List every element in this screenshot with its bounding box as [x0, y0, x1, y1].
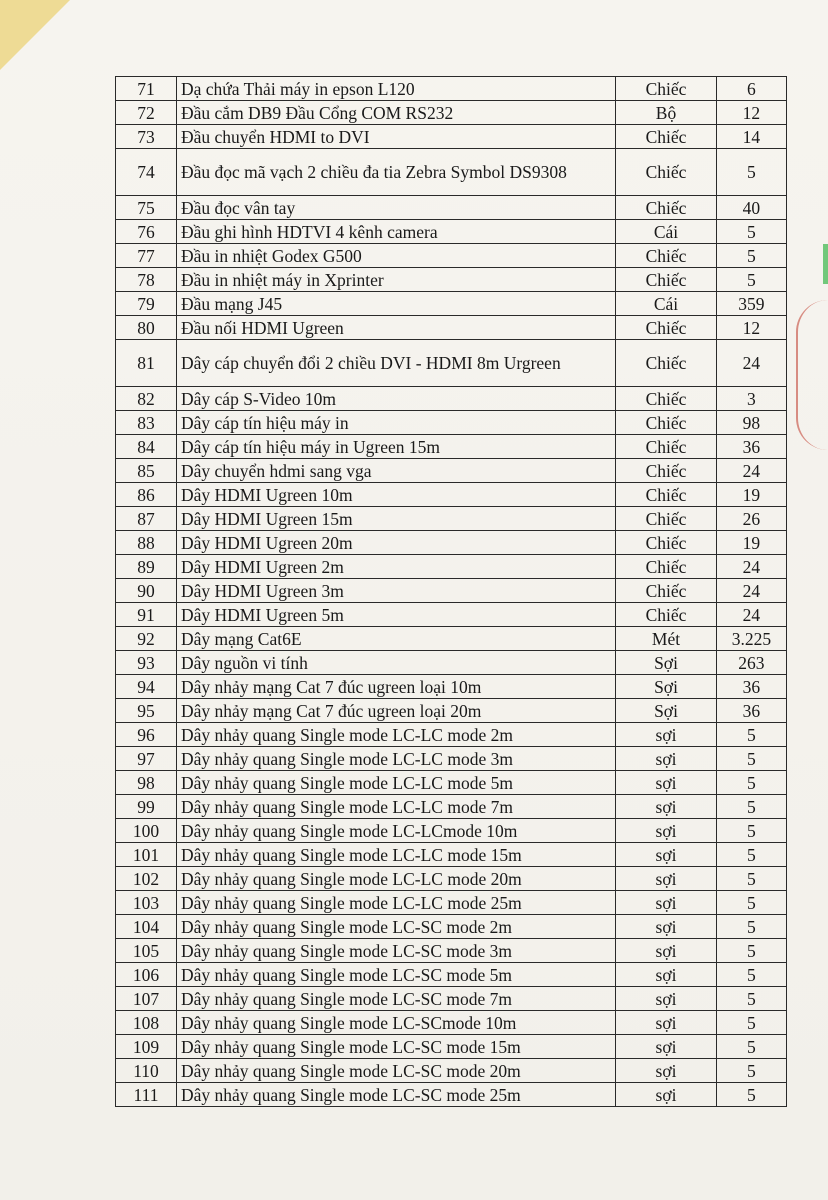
unit-cell: Chiếc	[616, 387, 717, 411]
row-number-cell: 80	[116, 316, 177, 340]
quantity-cell: 359	[716, 292, 786, 316]
unit-cell: Chiếc	[616, 411, 717, 435]
table-row	[116, 819, 787, 843]
row-number-cell: 72	[116, 101, 177, 125]
unit-cell: Bộ	[616, 101, 717, 125]
unit-cell: sợi	[616, 891, 717, 915]
table-row	[116, 340, 787, 387]
row-number-cell: 71	[116, 77, 177, 101]
quantity-cell: 3	[716, 387, 786, 411]
item-name-cell: Dây nhảy quang Single mode LC-LC mode 3m	[177, 747, 616, 771]
item-name-cell: Đầu mạng J45	[177, 292, 616, 316]
quantity-cell: 5	[716, 149, 786, 196]
item-name-cell: Dây nhảy quang Single mode LC-SC mode 20m	[177, 1059, 616, 1083]
quantity-cell: 5	[716, 1011, 786, 1035]
quantity-cell: 5	[716, 795, 786, 819]
quantity-cell: 6	[716, 77, 786, 101]
unit-cell: sợi	[616, 1011, 717, 1035]
table-row	[116, 963, 787, 987]
item-name-cell: Dây nhảy quang Single mode LC-SC mode 25m	[177, 1083, 616, 1107]
row-number-cell: 77	[116, 244, 177, 268]
unit-cell: Chiếc	[616, 196, 717, 220]
item-name-cell: Dây nhảy quang Single mode LC-LC mode 2m	[177, 723, 616, 747]
table-row	[116, 771, 787, 795]
row-number-cell: 94	[116, 675, 177, 699]
quantity-cell: 36	[716, 675, 786, 699]
unit-cell: Chiếc	[616, 316, 717, 340]
table-row	[116, 843, 787, 867]
table-row	[116, 196, 787, 220]
quantity-cell: 19	[716, 531, 786, 555]
table-row	[116, 101, 787, 125]
item-name-cell: Dây nhảy quang Single mode LC-LCmode 10m	[177, 819, 616, 843]
quantity-cell: 5	[716, 1035, 786, 1059]
table-row	[116, 555, 787, 579]
item-name-cell: Dây cáp chuyển đổi 2 chiều DVI - HDMI 8m Urgreen	[177, 340, 616, 387]
item-name-cell: Dây nhảy quang Single mode LC-SCmode 10m	[177, 1011, 616, 1035]
table-row	[116, 387, 787, 411]
unit-cell: sợi	[616, 1083, 717, 1107]
row-number-cell: 100	[116, 819, 177, 843]
row-number-cell: 76	[116, 220, 177, 244]
quantity-cell: 5	[716, 915, 786, 939]
item-name-cell: Dây nhảy quang Single mode LC-LC mode 15m	[177, 843, 616, 867]
table-row	[116, 627, 787, 651]
row-number-cell: 84	[116, 435, 177, 459]
item-name-cell: Dây HDMI Ugreen 2m	[177, 555, 616, 579]
unit-cell: Chiếc	[616, 459, 717, 483]
quantity-cell: 24	[716, 579, 786, 603]
unit-cell: Chiếc	[616, 77, 717, 101]
quantity-cell: 5	[716, 723, 786, 747]
unit-cell: sợi	[616, 915, 717, 939]
row-number-cell: 109	[116, 1035, 177, 1059]
quantity-cell: 5	[716, 819, 786, 843]
row-number-cell: 75	[116, 196, 177, 220]
item-name-cell: Dây nhảy quang Single mode LC-LC mode 20m	[177, 867, 616, 891]
table-row	[116, 507, 787, 531]
row-number-cell: 104	[116, 915, 177, 939]
table-row	[116, 891, 787, 915]
item-name-cell: Đầu đọc vân tay	[177, 196, 616, 220]
item-name-cell: Đầu đọc mã vạch 2 chiều đa tia Zebra Symbol DS9308	[177, 149, 616, 196]
unit-cell: sợi	[616, 1035, 717, 1059]
table-row	[116, 723, 787, 747]
quantity-cell: 12	[716, 316, 786, 340]
table-row	[116, 268, 787, 292]
table-row	[116, 1083, 787, 1107]
item-name-cell: Dây HDMI Ugreen 10m	[177, 483, 616, 507]
item-name-cell: Dây nhảy quang Single mode LC-SC mode 5m	[177, 963, 616, 987]
unit-cell: sợi	[616, 1059, 717, 1083]
item-name-cell: Dây nhảy mạng Cat 7 đúc ugreen loại 10m	[177, 675, 616, 699]
unit-cell: Chiếc	[616, 149, 717, 196]
row-number-cell: 107	[116, 987, 177, 1011]
quantity-cell: 5	[716, 771, 786, 795]
item-name-cell: Đầu chuyển HDMI to DVI	[177, 125, 616, 149]
quantity-cell: 5	[716, 1083, 786, 1107]
item-name-cell: Dây nhảy quang Single mode LC-LC mode 7m	[177, 795, 616, 819]
row-number-cell: 85	[116, 459, 177, 483]
item-name-cell: Dây HDMI Ugreen 5m	[177, 603, 616, 627]
table-row	[116, 939, 787, 963]
row-number-cell: 79	[116, 292, 177, 316]
table-row	[116, 244, 787, 268]
row-number-cell: 103	[116, 891, 177, 915]
row-number-cell: 108	[116, 1011, 177, 1035]
quantity-cell: 263	[716, 651, 786, 675]
unit-cell: Cái	[616, 292, 717, 316]
row-number-cell: 99	[116, 795, 177, 819]
table-row	[116, 915, 787, 939]
row-number-cell: 87	[116, 507, 177, 531]
unit-cell: Cái	[616, 220, 717, 244]
item-name-cell: Dạ chứa Thải máy in epson L120	[177, 77, 616, 101]
row-number-cell: 81	[116, 340, 177, 387]
unit-cell: sợi	[616, 843, 717, 867]
row-number-cell: 78	[116, 268, 177, 292]
table-row	[116, 675, 787, 699]
unit-cell: sợi	[616, 867, 717, 891]
row-number-cell: 73	[116, 125, 177, 149]
quantity-cell: 5	[716, 843, 786, 867]
quantity-cell: 5	[716, 220, 786, 244]
unit-cell: sợi	[616, 963, 717, 987]
row-number-cell: 88	[116, 531, 177, 555]
table-row	[116, 531, 787, 555]
unit-cell: sợi	[616, 771, 717, 795]
table-row	[116, 1059, 787, 1083]
table-row	[116, 579, 787, 603]
table-row	[116, 483, 787, 507]
unit-cell: Chiếc	[616, 268, 717, 292]
table-row	[116, 125, 787, 149]
quantity-cell: 5	[716, 939, 786, 963]
row-number-cell: 95	[116, 699, 177, 723]
unit-cell: Sợi	[616, 675, 717, 699]
item-name-cell: Dây cáp tín hiệu máy in	[177, 411, 616, 435]
unit-cell: Chiếc	[616, 340, 717, 387]
item-name-cell: Dây nguồn vi tính	[177, 651, 616, 675]
unit-cell: Chiếc	[616, 579, 717, 603]
unit-cell: Sợi	[616, 651, 717, 675]
row-number-cell: 90	[116, 579, 177, 603]
inventory-table	[115, 76, 787, 1107]
row-number-cell: 97	[116, 747, 177, 771]
table-row	[116, 1035, 787, 1059]
quantity-cell: 24	[716, 340, 786, 387]
table-row	[116, 747, 787, 771]
unit-cell: sợi	[616, 795, 717, 819]
table-row	[116, 411, 787, 435]
table-row	[116, 220, 787, 244]
unit-cell: Mét	[616, 627, 717, 651]
row-number-cell: 89	[116, 555, 177, 579]
row-number-cell: 111	[116, 1083, 177, 1107]
item-name-cell: Dây mạng Cat6E	[177, 627, 616, 651]
table-row	[116, 699, 787, 723]
quantity-cell: 36	[716, 435, 786, 459]
row-number-cell: 92	[116, 627, 177, 651]
quantity-cell: 5	[716, 891, 786, 915]
row-number-cell: 74	[116, 149, 177, 196]
table-row	[116, 77, 787, 101]
table-row	[116, 651, 787, 675]
quantity-cell: 24	[716, 459, 786, 483]
red-stamp-edge	[796, 300, 828, 450]
row-number-cell: 83	[116, 411, 177, 435]
unit-cell: Sợi	[616, 699, 717, 723]
item-name-cell: Dây nhảy quang Single mode LC-SC mode 7m	[177, 987, 616, 1011]
quantity-cell: 12	[716, 101, 786, 125]
unit-cell: Chiếc	[616, 483, 717, 507]
table-row	[116, 603, 787, 627]
quantity-cell: 19	[716, 483, 786, 507]
unit-cell: sợi	[616, 723, 717, 747]
quantity-cell: 26	[716, 507, 786, 531]
unit-cell: Chiếc	[616, 531, 717, 555]
table-row	[116, 987, 787, 1011]
quantity-cell: 3.225	[716, 627, 786, 651]
item-name-cell: Dây nhảy mạng Cat 7 đúc ugreen loại 20m	[177, 699, 616, 723]
quantity-cell: 98	[716, 411, 786, 435]
unit-cell: Chiếc	[616, 435, 717, 459]
unit-cell: Chiếc	[616, 603, 717, 627]
table-row	[116, 459, 787, 483]
quantity-cell: 5	[716, 244, 786, 268]
row-number-cell: 96	[116, 723, 177, 747]
item-name-cell: Dây nhảy quang Single mode LC-LC mode 5m	[177, 771, 616, 795]
item-name-cell: Dây nhảy quang Single mode LC-SC mode 3m	[177, 939, 616, 963]
quantity-cell: 5	[716, 867, 786, 891]
table-row	[116, 1011, 787, 1035]
quantity-cell: 5	[716, 1059, 786, 1083]
table-row	[116, 316, 787, 340]
table-row	[116, 867, 787, 891]
quantity-cell: 5	[716, 963, 786, 987]
item-name-cell: Dây HDMI Ugreen 15m	[177, 507, 616, 531]
unit-cell: sợi	[616, 939, 717, 963]
table-row	[116, 292, 787, 316]
item-name-cell: Dây chuyển hdmi sang vga	[177, 459, 616, 483]
inventory-table-body	[116, 77, 787, 1107]
row-number-cell: 106	[116, 963, 177, 987]
item-name-cell: Dây cáp tín hiệu máy in Ugreen 15m	[177, 435, 616, 459]
quantity-cell: 36	[716, 699, 786, 723]
unit-cell: sợi	[616, 819, 717, 843]
item-name-cell: Đầu in nhiệt máy in Xprinter	[177, 268, 616, 292]
row-number-cell: 82	[116, 387, 177, 411]
item-name-cell: Dây nhảy quang Single mode LC-LC mode 25m	[177, 891, 616, 915]
unit-cell: sợi	[616, 747, 717, 771]
row-number-cell: 91	[116, 603, 177, 627]
item-name-cell: Dây nhảy quang Single mode LC-SC mode 15m	[177, 1035, 616, 1059]
table-row	[116, 795, 787, 819]
quantity-cell: 5	[716, 987, 786, 1011]
item-name-cell: Đầu ghi hình HDTVI 4 kênh camera	[177, 220, 616, 244]
table-row	[116, 435, 787, 459]
unit-cell: sợi	[616, 987, 717, 1011]
row-number-cell: 105	[116, 939, 177, 963]
item-name-cell: Dây HDMI Ugreen 3m	[177, 579, 616, 603]
unit-cell: Chiếc	[616, 125, 717, 149]
unit-cell: Chiếc	[616, 244, 717, 268]
row-number-cell: 102	[116, 867, 177, 891]
unit-cell: Chiếc	[616, 555, 717, 579]
quantity-cell: 14	[716, 125, 786, 149]
quantity-cell: 24	[716, 555, 786, 579]
quantity-cell: 5	[716, 747, 786, 771]
row-number-cell: 110	[116, 1059, 177, 1083]
item-name-cell: Đầu in nhiệt Godex G500	[177, 244, 616, 268]
item-name-cell: Dây nhảy quang Single mode LC-SC mode 2m	[177, 915, 616, 939]
quantity-cell: 5	[716, 268, 786, 292]
quantity-cell: 24	[716, 603, 786, 627]
item-name-cell: Đầu cắm DB9 Đầu Cổng COM RS232	[177, 101, 616, 125]
item-name-cell: Dây HDMI Ugreen 20m	[177, 531, 616, 555]
unit-cell: Chiếc	[616, 507, 717, 531]
item-name-cell: Dây cáp S-Video 10m	[177, 387, 616, 411]
row-number-cell: 86	[116, 483, 177, 507]
item-name-cell: Đầu nối HDMI Ugreen	[177, 316, 616, 340]
row-number-cell: 93	[116, 651, 177, 675]
row-number-cell: 98	[116, 771, 177, 795]
table-row	[116, 149, 787, 196]
paper-corner-decoration	[0, 0, 70, 70]
quantity-cell: 40	[716, 196, 786, 220]
green-tab-mark	[823, 244, 828, 284]
row-number-cell: 101	[116, 843, 177, 867]
